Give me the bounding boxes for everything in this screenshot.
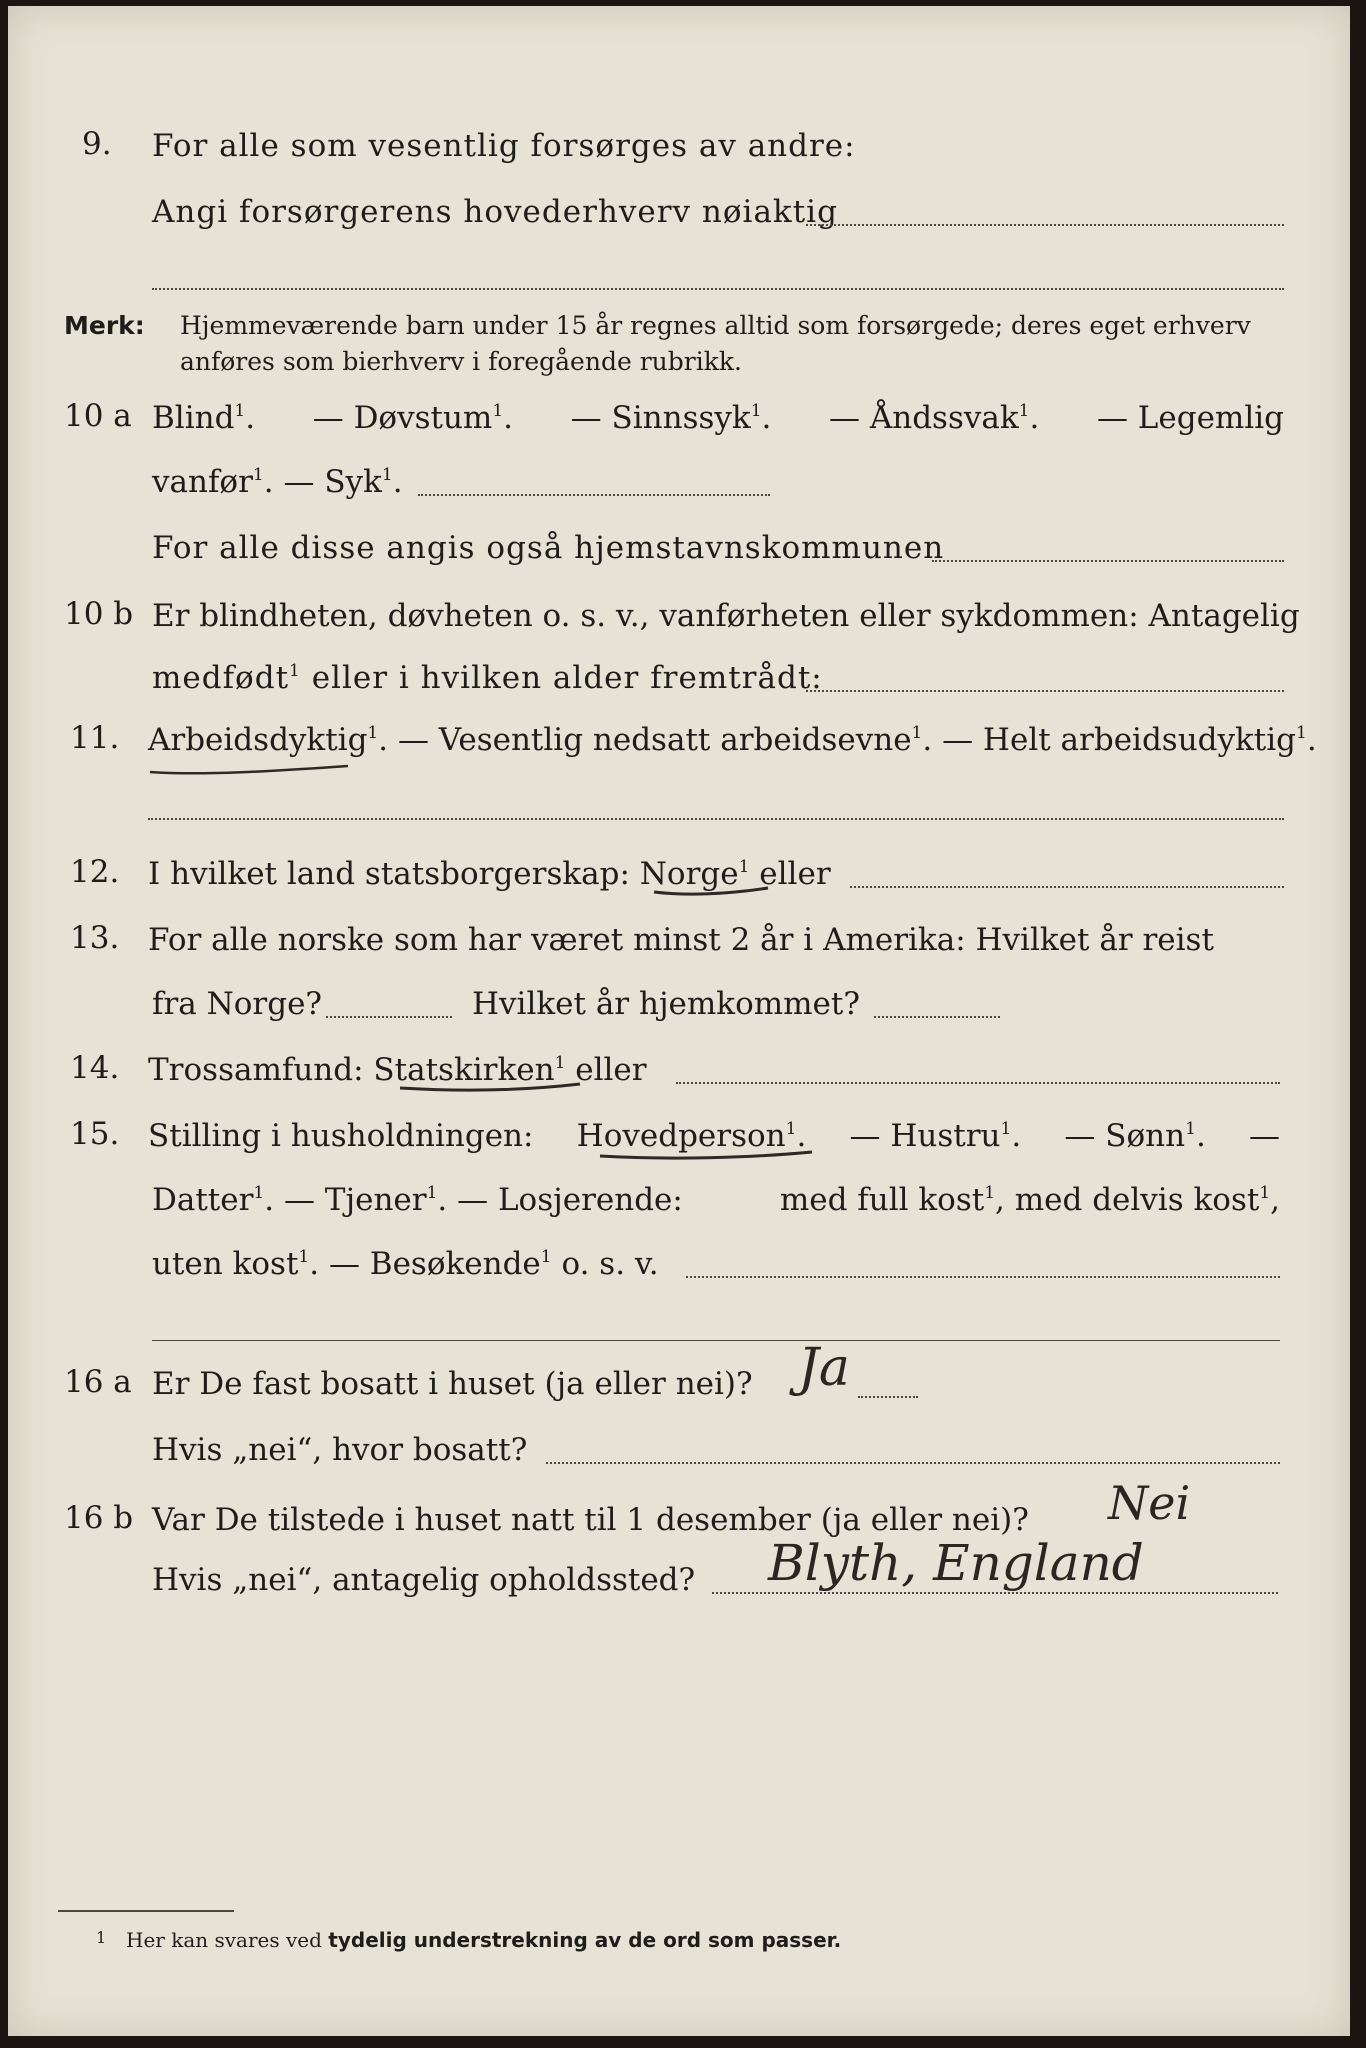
footnote-ref: 1 — [540, 1247, 552, 1267]
merk-line2: anføres som bierhverv i foregående rubrikk. — [180, 347, 742, 376]
q12-number: 12. — [70, 854, 120, 890]
footnote-ref: 1 — [234, 401, 246, 421]
footnote-ref: 1 — [298, 1247, 310, 1267]
merk-label: Merk: — [64, 311, 145, 340]
census-form-page — [8, 6, 1350, 2036]
footnote-ref: 1 — [554, 1053, 566, 1073]
q16b-line1: Var De tilstede i huset natt til 1 desember (ja eller nei)? — [152, 1502, 1029, 1538]
q15-item-full-kost: med full kost — [779, 1182, 985, 1218]
q10a-item-legemlig: — Legemlig — [1096, 400, 1284, 436]
q15-item-osv: o. s. v. — [551, 1246, 659, 1282]
q10a-item-dovstum: — Døvstum — [312, 400, 493, 436]
q15-item-tjener: . — Tjener — [264, 1182, 427, 1218]
q15-dash: — — [1249, 1118, 1280, 1154]
q10a-line1: Blind$^1$. — Døvstum$^1$. — Sinnssyk$^1$. — Åndssvak$^1$. — Legemlig — [152, 400, 1284, 436]
footnote-ref: 1 — [1259, 1183, 1271, 1203]
q10a-line2: vanfør$^1$. — Syk$^1$. — [152, 464, 403, 500]
q15-item-sonn: — Sønn — [1064, 1118, 1186, 1154]
q15-item-uten-kost: uten kost — [152, 1246, 299, 1282]
underline-statskirken — [400, 1084, 580, 1090]
footnote-ref: 1 — [381, 465, 393, 485]
q10a-item-blind: Blind — [152, 400, 235, 436]
footnote-ref: 1 — [750, 401, 762, 421]
q10a-item-vanfor: vanfør — [152, 464, 253, 500]
q10a-number: 10 a — [64, 398, 132, 434]
q10b-number: 10 b — [64, 596, 134, 632]
q13-line2b: Hvilket år hjemkommet? — [472, 986, 860, 1022]
q12-question: I hvilket land statsborgerskap: — [148, 856, 630, 892]
footnote-ref: 1 — [1018, 401, 1030, 421]
footnote-ref: 1 — [367, 723, 379, 743]
q11-item-arbeidsdyktig: Arbeidsdyktig — [148, 722, 368, 758]
footnote-ref: 1 — [1000, 1119, 1012, 1139]
q10a-item-andssvak: — Åndssvak — [829, 400, 1019, 436]
footnote-ref: 1 — [492, 401, 504, 421]
underline-hovedperson — [600, 1152, 812, 1158]
q13-line1: For alle norske som har været minst 2 år i Amerika: Hvilket år reist — [148, 922, 1214, 958]
q16b-line2: Hvis „nei“, antagelig opholdssted? — [152, 1562, 696, 1598]
footnote-mark: 1 — [96, 1928, 107, 1947]
footnote-ref: 1 — [785, 1119, 797, 1139]
q11-line: Arbeidsdyktig$^1$. — Vesentlig nedsatt arbeidsevne$^1$. — Helt arbeidsudyktig$^1$. — [148, 722, 1317, 758]
q14-item-eller: eller — [575, 1052, 647, 1088]
q15-line1: Stilling i husholdningen: Hovedperson$^1$. — Hustru$^1$. — Sønn$^1$. — — [148, 1118, 1280, 1154]
footnote-ref: 1 — [911, 723, 923, 743]
footnote-ref: 1 — [252, 465, 264, 485]
footnote-ref: 1 — [289, 661, 301, 681]
q10b-line1: Er blindheten, døvheten o. s. v., vanførheten eller sykdommen: Antagelig — [152, 598, 1300, 634]
underline-arbeidsdyktig — [150, 766, 348, 773]
q9-number: 9. — [82, 126, 112, 162]
q9-line2: Angi forsørgerens hovederhverv nøiaktig — [152, 194, 838, 230]
q16a-number: 16 a — [64, 1364, 132, 1400]
q15-item-datter: Datter — [152, 1182, 254, 1218]
footnote-ref: 1 — [1185, 1119, 1196, 1139]
q10b-item-medfodt: medfødt — [152, 660, 290, 696]
q16a-handwritten-answer: Ja — [798, 1338, 850, 1398]
q16a-line2: Hvis „nei“, hvor bosatt? — [152, 1432, 528, 1468]
q14-question: Trossamfund: — [148, 1052, 364, 1088]
q15-question: Stilling i husholdningen: — [148, 1118, 534, 1154]
footnote-ref: 1 — [1296, 723, 1307, 743]
q15-item-losjerende: . — Losjerende: — [437, 1182, 683, 1218]
underline-norge — [654, 888, 768, 894]
q13-number: 13. — [70, 920, 120, 956]
q11-item-nedsatt: . — Vesentlig nedsatt arbeidsevne — [378, 722, 912, 758]
q16b-number: 16 b — [64, 1500, 134, 1536]
footnote-text-a: Her kan svares ved — [126, 1928, 329, 1952]
q10a-item-sinnssyk: — Sinnssyk — [570, 400, 751, 436]
merk-line1: Hjemmeværende barn under 15 år regnes alltid som forsørgede; deres eget erhverv — [180, 311, 1251, 340]
q10a-item-syk: — Syk — [283, 464, 382, 500]
q16b-handwritten-answer: Nei — [1108, 1476, 1191, 1530]
footnote-ref: 1 — [738, 857, 750, 877]
handwritten-underlines — [8, 6, 1350, 2036]
q15-item-hovedperson: Hovedperson — [576, 1118, 786, 1154]
q16a-line1: Er De fast bosatt i huset (ja eller nei)? — [152, 1366, 753, 1402]
footnote-ref: 1 — [984, 1183, 996, 1203]
q10a-line3: For alle disse angis også hjemstavnskommunen — [152, 530, 945, 566]
footnote-text-b: tydelig understrekning av de ord som passer. — [328, 1928, 842, 1952]
q11-item-udyktig: . — Helt arbeidsudyktig — [922, 722, 1297, 758]
footnote-ref: 1 — [253, 1183, 265, 1203]
q15-item-delvis-kost: , med delvis kost — [995, 1182, 1260, 1218]
q12-item-eller: eller — [759, 856, 831, 892]
q15-comma: , — [1270, 1182, 1280, 1218]
q9-line1: For alle som vesentlig forsørges av andre: — [152, 128, 856, 164]
q14-number: 14. — [70, 1050, 120, 1086]
q10b-item-alder: eller i hvilken alder fremtrådt: — [300, 660, 823, 696]
q15-number: 15. — [70, 1116, 120, 1152]
q15-item-hustru: — Hustru — [849, 1118, 1001, 1154]
q12-item-norge: Norge — [639, 856, 739, 892]
q16b-handwritten-opholdssted: Blyth, England — [768, 1534, 1144, 1592]
q15-item-besokende: . — Besøkende — [309, 1246, 541, 1282]
footnote-ref: 1 — [426, 1183, 438, 1203]
q11-number: 11. — [70, 720, 120, 756]
q13-line2a: fra Norge? — [152, 986, 323, 1022]
q14-item-statskirken: Statskirken — [373, 1052, 555, 1088]
